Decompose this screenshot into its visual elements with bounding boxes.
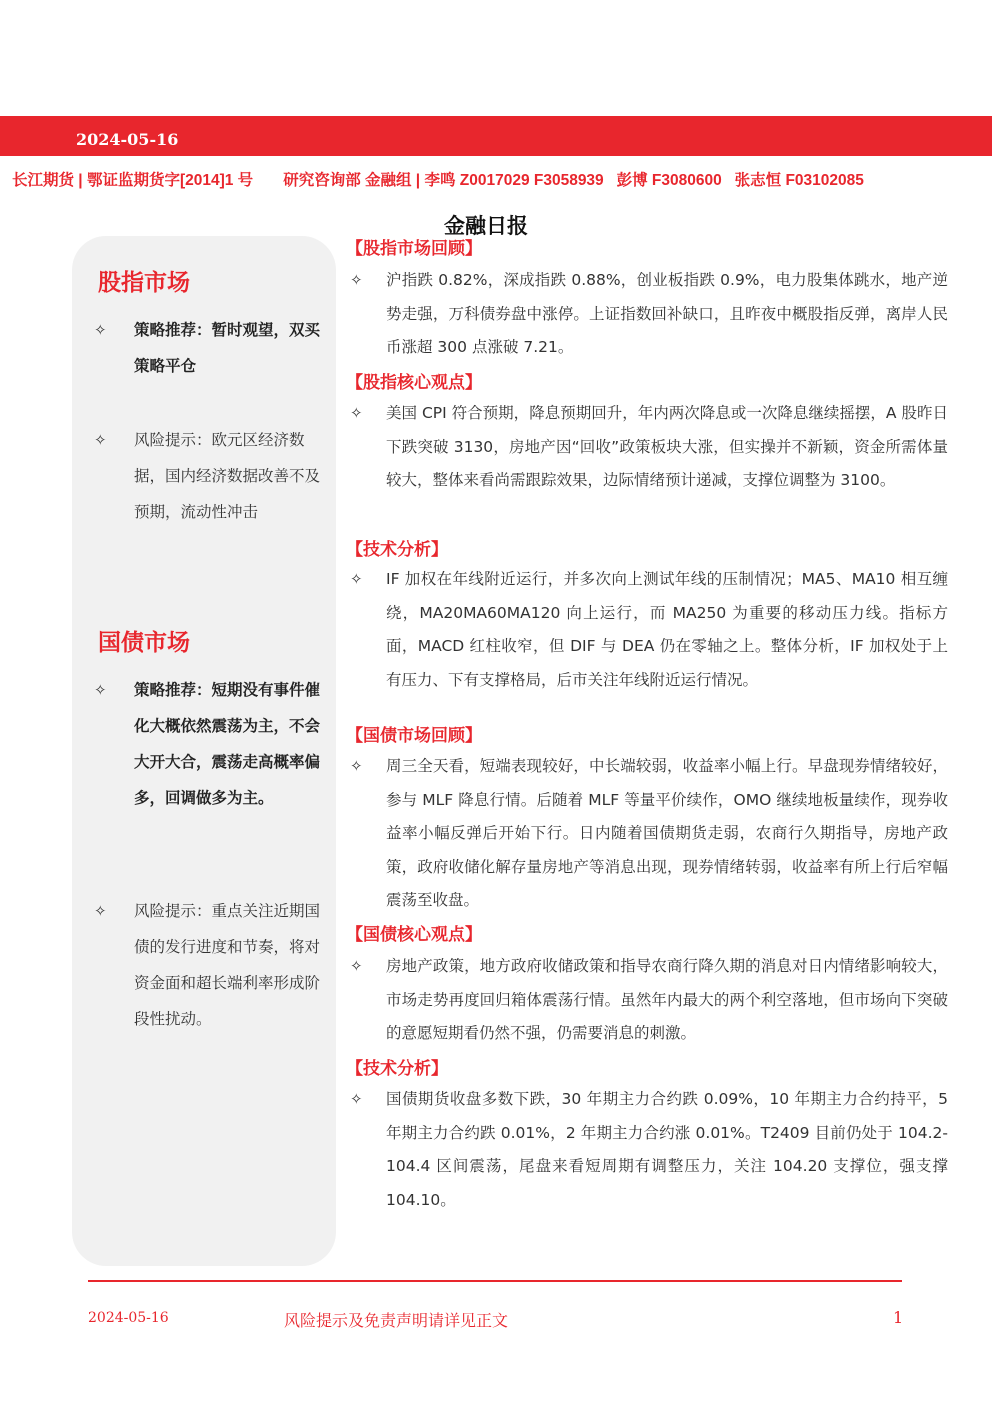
page-number: 1 xyxy=(893,1308,904,1327)
section-heading-stock-technical: 【技术分析】 xyxy=(346,540,448,560)
section-body-bond-technical xyxy=(346,1083,948,1217)
bullet-star-icon: ✧ xyxy=(350,957,363,975)
header-date: 2024-05-16 xyxy=(76,130,179,149)
section-heading-bond-technical: 【技术分析】 xyxy=(346,1059,448,1079)
analyst-zhangzhiheng: 张志恒 F03102085 xyxy=(734,172,864,189)
stock-risk-text: 风险提示：欧元区经济数据，国内经济数据改善不及预期，流动性冲击 xyxy=(134,431,321,521)
section-body-stock-technical xyxy=(346,563,948,697)
analyst-pengbo: 彭博 F3080600 xyxy=(616,172,722,189)
bullet-star-icon: ✧ xyxy=(350,271,363,289)
bond-strategy xyxy=(94,672,324,816)
header-red-bar xyxy=(0,116,992,156)
sidebar-panel xyxy=(72,236,336,1266)
section-text: 美国 CPI 符合预期，降息预期回升，年内两次降息或一次降息继续摇摆，A 股昨日下跌突破 3130，房地产因“回收”政策板块大涨，但实操并不新颖，资金所需体量较大，整体来看尚需跟踪效果，边际情绪预计递减，支撑位调整为 3100。 xyxy=(386,404,948,489)
bond-risk-text: 风险提示：重点关注近期国债的发行进度和节奏，将对资金面和超长端利率形成阶段性扰动。 xyxy=(134,902,321,1028)
bullet-star-icon: ✧ xyxy=(350,1090,363,1108)
footer-divider xyxy=(88,1280,902,1282)
bullet-star-icon: ✧ xyxy=(350,404,363,422)
bullet-star-icon: ✧ xyxy=(94,681,107,699)
section-heading-bond-view: 【国债核心观点】 xyxy=(346,925,482,945)
bond-risk xyxy=(94,893,324,1037)
section-text: 沪指跌 0.82%，深成指跌 0.88%，创业板指跌 0.9%，电力股集体跳水，地产逆势走强，万科债券盘中涨停。上证指数回补缺口，且昨夜中概股指反弹，离岸人民币涨超 300 点涨破 7.21。 xyxy=(386,271,948,356)
section-text: 国债期货收盘多数下跌，30 年期主力合约跌 0.09%，10 年期主力合约持平，5 年期主力合约跌 0.01%，2 年期主力合约涨 0.01%。T2409 目前仍处于 104.2-104.4 区间震荡，尾盘来看短周期有调整压力，关注 104.20 支撑位，强支撑 104.10。 xyxy=(386,1090,948,1209)
bullet-star-icon: ✧ xyxy=(350,570,363,588)
bullet-star-icon: ✧ xyxy=(94,902,107,920)
section-text: 周三全天看，短端表现较好，中长端较弱，收益率小幅上行。早盘现券情绪较好，参与 MLF 降息行情。后随着 MLF 等量平价续作，OMO 继续地板量续作，现券收益率小幅反弹后开始下行。日内随着国债期货走弱，农商行久期指导，房地产政策，政府收储化解存量房地产等消息出现，现券情绪转弱，收益率有所上行后窄幅震荡至收盘。 xyxy=(386,757,948,909)
footer-disclaimer: 风险提示及免责声明请详见正文 xyxy=(284,1311,509,1330)
section-heading-stock-view: 【股指核心观点】 xyxy=(346,373,482,393)
stock-market-heading: 股指市场 xyxy=(98,270,190,296)
section-text: IF 加权在年线附近运行，并多次向上测试年线的压制情况；MA5、MA10 相互缠绕，MA20MA60MA120 向上运行，而 MA250 为重要的移动压力线。指标方面，MACD 红柱收窄，但 DIF 与 DEA 仍在零轴之上。整体分析，IF 加权处于上有压力、下有支撑格局，后市关注年线附近运行情况。 xyxy=(386,570,948,689)
stock-risk xyxy=(94,422,324,530)
section-body-bond-review xyxy=(346,750,948,918)
section-body-stock-view xyxy=(346,397,948,498)
document-title: 金融日报 xyxy=(444,214,528,238)
section-heading-bond-review: 【国债市场回顾】 xyxy=(346,726,482,746)
bullet-star-icon: ✧ xyxy=(94,321,107,339)
section-body-bond-view xyxy=(346,950,948,1051)
section-body-stock-review xyxy=(346,264,948,365)
bullet-star-icon: ✧ xyxy=(94,431,107,449)
stock-strategy-text: 策略推荐：暂时观望，双买策略平仓 xyxy=(134,321,321,375)
research-team: 研究咨询部 金融组 | 李鸣 Z0017029 F3058939 xyxy=(283,172,604,189)
section-heading-stock-review: 【股指市场回顾】 xyxy=(346,239,482,259)
bullet-star-icon: ✧ xyxy=(350,757,363,775)
section-text: 房地产政策，地方政府收储政策和指导农商行降久期的消息对日内情绪影响较大，市场走势再度回归箱体震荡行情。虽然年内最大的两个利空落地，但市场向下突破的意愿短期看仍然不强，仍需要消息的刺激。 xyxy=(386,957,948,1042)
bond-strategy-text: 策略推荐：短期没有事件催化大概依然震荡为主，不会大开大合，震荡走高概率偏多，回调做多为主。 xyxy=(134,681,321,807)
footer-date: 2024-05-16 xyxy=(88,1310,169,1326)
stock-strategy xyxy=(94,312,324,384)
header-info-line xyxy=(12,168,864,190)
company-license: 长江期货 | 鄂证监期货字[2014]1 号 xyxy=(12,172,254,189)
bond-market-heading: 国债市场 xyxy=(98,630,190,656)
